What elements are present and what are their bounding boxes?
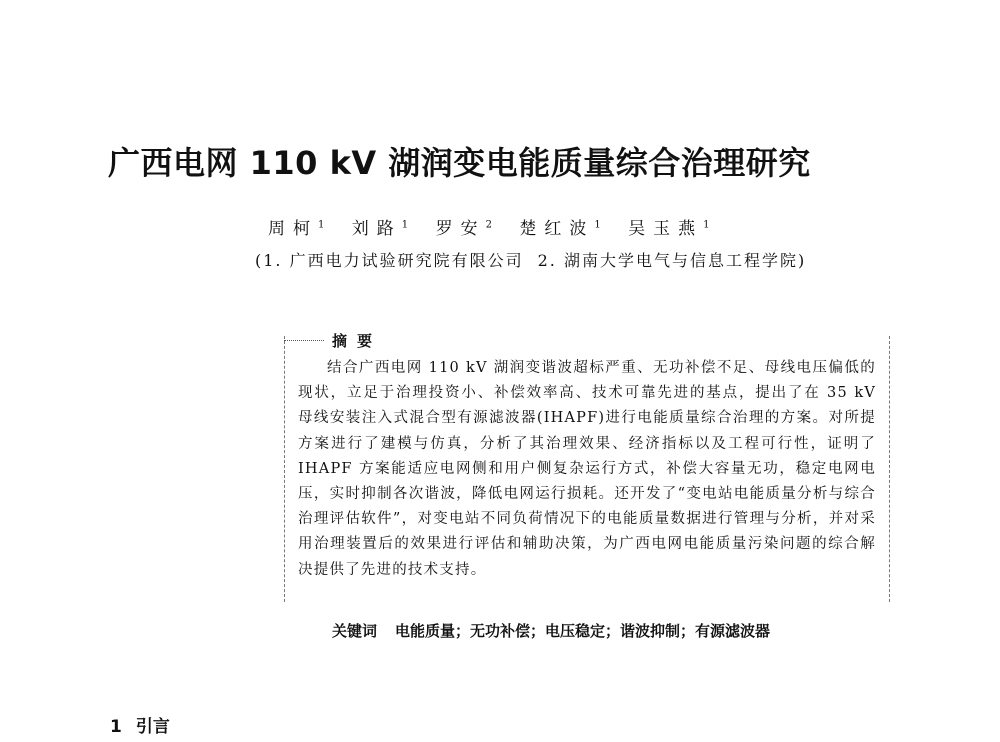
author-list xyxy=(268,214,888,239)
author-name: 罗安 xyxy=(435,219,486,239)
affiliation-2: 2. 湖南大学电气与信息工程学院 xyxy=(537,251,798,270)
author-affiliation-mark: 1 xyxy=(318,219,325,231)
author-affiliation-mark: 2 xyxy=(485,219,492,231)
section-title: 引言 xyxy=(135,717,170,737)
keywords-items: 电能质量；无功补偿；电压稳定；谐波抑制；有源滤波器 xyxy=(395,622,771,640)
author-affiliation-mark: 1 xyxy=(401,219,409,231)
author xyxy=(436,214,492,239)
author xyxy=(268,214,324,239)
abstract-heading: 摘要 xyxy=(332,332,383,350)
affiliations-close-paren: ) xyxy=(797,251,807,270)
author xyxy=(519,214,600,239)
section-number: 1 xyxy=(110,717,122,737)
author xyxy=(628,214,709,239)
affiliations-open-paren: ( xyxy=(255,251,264,270)
keywords xyxy=(332,620,770,641)
keywords-label: 关键词 xyxy=(332,622,378,640)
author xyxy=(352,214,408,239)
author-affiliation-mark: 1 xyxy=(594,219,601,231)
author-affiliation-mark: 1 xyxy=(703,219,710,231)
section-heading xyxy=(110,712,170,737)
author-name: 吴玉燕 xyxy=(628,219,704,239)
paper-title: 广西电网 110 kV 湖润变电能质量综合治理研究 xyxy=(108,144,811,182)
abstract-frame-rule xyxy=(284,340,324,341)
author-name: 周柯 xyxy=(268,219,318,239)
abstract-text: 结合广西电网 110 kV 湖润变谐波超标严重、无功补偿不足、母线电压偏低的现状，立足于治理投资小、补偿效率高、技术可靠先进的基点，提出了在 35 kV 母线安装注入式混合型有源滤波器(IHAPF)进行电能质量综合治理的方案。对所提方案进行了建模与仿真，分析了其治理效果、经济指标以及工程可行性，证明了 IHAPF 方案能适应电网侧和用户侧复杂运行方式，补偿大容量无功，稳定电网电压，实时抑制各次谐波，降低电网运行损耗。还开发了“变电站电能质量分析与综合治理评估软件”，对变电站不同负荷情况下的电能质量数据进行管理与分析，并对采用治理装置后的效果进行评估和辅助决策，为广西电网电能质量污染问题的综合解决提供了先进的技术支持。 xyxy=(298,360,876,578)
affiliation-1: 1. 广西电力试验研究院有限公司 xyxy=(263,251,524,270)
author-name: 楚红波 xyxy=(519,219,595,239)
affiliations xyxy=(255,248,935,271)
author-name: 刘路 xyxy=(351,219,402,239)
